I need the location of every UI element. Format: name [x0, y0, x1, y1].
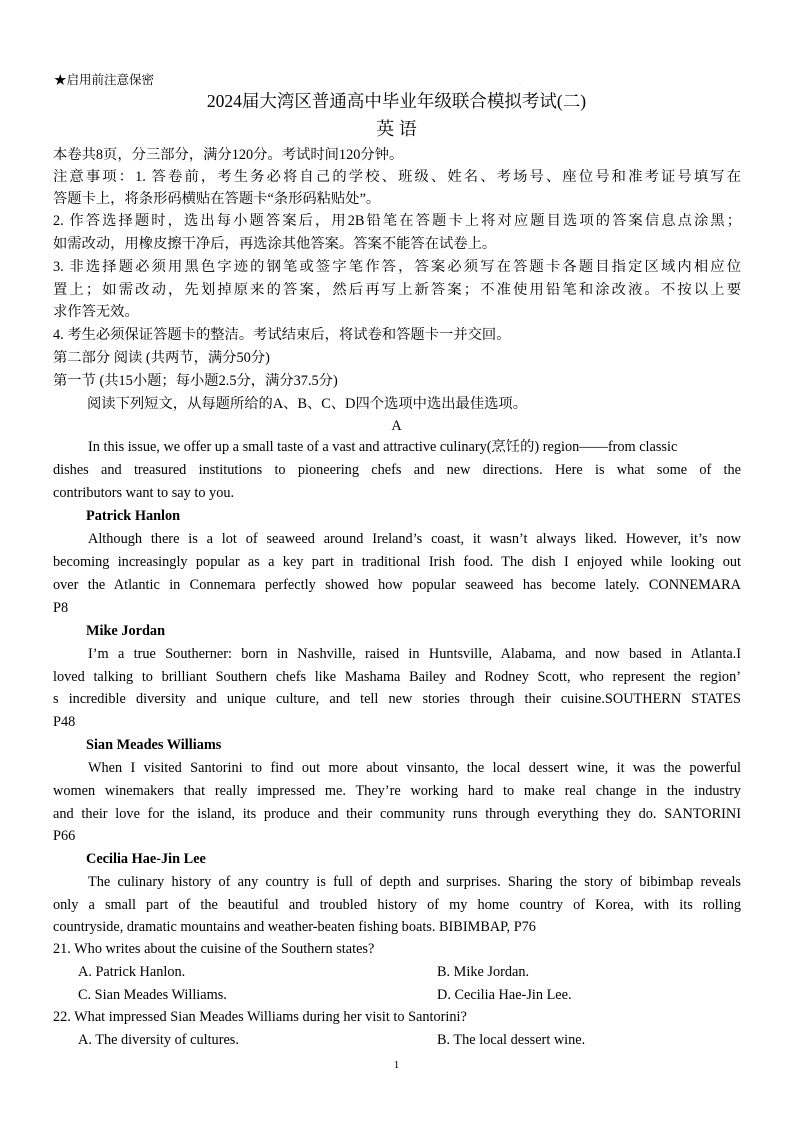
contributor-page-ref: P66: [53, 828, 76, 844]
question-21-option-a[interactable]: A. Patrick Hanlon.: [78, 964, 186, 980]
contributor-text-line: The culinary history of any country is full of depth and surprises. Sharing the story of bibimbap reveals: [88, 874, 741, 890]
contributor-name: Sian Meades Williams: [86, 737, 222, 753]
question-21-option-c[interactable]: C. Sian Meades Williams.: [78, 987, 227, 1003]
part-heading: 第二部分 阅读 (共两节，满分50分): [53, 350, 270, 366]
contributor-text-line: I’m a true Southerner: born in Nashville, raised in Huntsville, Alabama, and now based in Atlanta.I: [88, 646, 741, 662]
passage-label: A: [391, 418, 402, 434]
subject-title: 英 语: [376, 119, 417, 139]
page-number: 1: [393, 1059, 400, 1071]
note-1-line-1: 注意事项：1. 答卷前，考生务必将自己的学校、班级、姓名、考场号、座位号和准考证号填写在: [53, 169, 741, 185]
contributor-name: Mike Jordan: [86, 623, 166, 639]
note-1-line-2: 答题卡上，将条形码横贴在答题卡“条形码粘贴处”。: [53, 191, 381, 207]
contributor-text-line: countryside, dramatic mountains and weather-beaten fishing boats. BIBIMBAP, P76: [53, 919, 536, 935]
question-21-option-d[interactable]: D. Cecilia Hae-Jin Lee.: [437, 987, 572, 1003]
note-3-line-3: 求作答无效。: [53, 304, 139, 320]
contributor-text-line: Although there is a lot of seaweed around Ireland’s coast, it wasn’t always liked. However, it’s now: [88, 531, 741, 547]
note-2-line-2: 如需改动，用橡皮擦干净后，再选涂其他答案。答案不能答在试卷上。: [53, 236, 497, 252]
contributor-text-line: becoming increasingly popular as a key part in traditional Irish food. The dish I enjoyed while looking out: [53, 554, 741, 570]
note-2-line-1: 2. 作答选择题时，选出每小题答案后，用2B铅笔在答题卡上将对应题目选项的答案信息点涂黑；: [53, 213, 741, 229]
exam-summary: 本卷共8页，分三部分，满分120分。考试时间120分钟。: [53, 147, 404, 163]
contributor-text-line: and their love for the island, its produce and their community runs through everything they do. SANTORINI: [53, 806, 741, 822]
contributor-text-line: When I visited Santorini to find out more about vinsanto, the local dessert wine, it was the powerful: [88, 760, 741, 776]
question-21-option-b[interactable]: B. Mike Jordan.: [437, 964, 530, 980]
contributor-page-ref: P48: [53, 714, 76, 730]
confidential-notice: ★启用前注意保密: [54, 73, 155, 87]
contributor-text-line: women winemakers that really impressed me. They’re working hard to make real change in the industry: [53, 783, 741, 799]
question-21-stem: 21. Who writes about the cuisine of the Southern states?: [53, 941, 375, 957]
contributor-text-line: only a small part of the beautiful and troubled history of my home country of Korea, with its rolling: [53, 897, 741, 913]
intro-line-1: In this issue, we offer up a small taste of a vast and attractive culinary(烹饪的) region——from classic: [88, 439, 678, 455]
exam-title: 2024届大湾区普通高中毕业年级联合模拟考试(二): [206, 91, 587, 111]
note-4: 4. 考生必须保证答题卡的整洁。考试结束后，将试卷和答题卡一并交回。: [53, 327, 511, 343]
intro-line-2: dishes and treasured institutions to pioneering chefs and new directions. Here is what some of the: [53, 462, 741, 478]
contributor-page-ref: P8: [53, 600, 69, 616]
reading-direction: 阅读下列短文，从每题所给的A、B、C、D四个选项中选出最佳选项。: [87, 396, 528, 412]
top-dot-mark: ·: [519, 82, 521, 88]
note-3-line-1: 3. 非选择题必须用黑色字迹的钢笔或签字笔作答，答案必须写在答题卡各题目指定区域内相应位: [53, 259, 741, 275]
intro-line-3: contributors want to say to you.: [53, 485, 235, 501]
question-22-stem: 22. What impressed Sian Meades Williams during her visit to Santorini?: [53, 1009, 467, 1025]
subsection-heading: 第一节 (共15小题；每小题2.5分，满分37.5分): [53, 373, 338, 389]
question-22-option-a[interactable]: A. The diversity of cultures.: [78, 1032, 239, 1048]
contributor-name: Cecilia Hae-Jin Lee: [86, 851, 206, 867]
note-3-line-2: 置上；如需改动，先划掉原来的答案，然后再写上新答案；不准使用铅笔和涂改液。不按以上要: [53, 282, 741, 298]
contributor-name: Patrick Hanlon: [86, 508, 181, 524]
contributor-text-line: loved talking to brilliant Southern chefs like Mashama Bailey and Rodney Scott, who represent the region’: [53, 669, 741, 685]
question-22-option-b[interactable]: B. The local dessert wine.: [437, 1032, 586, 1048]
contributor-text-line: over the Atlantic in Connemara perfectly showed how popular seaweed has become lately. CONNEMARA: [53, 577, 741, 593]
contributor-text-line: s incredible diversity and unique culture, and tell new stories through their cuisine.SOUTHERN STATES: [53, 691, 741, 707]
